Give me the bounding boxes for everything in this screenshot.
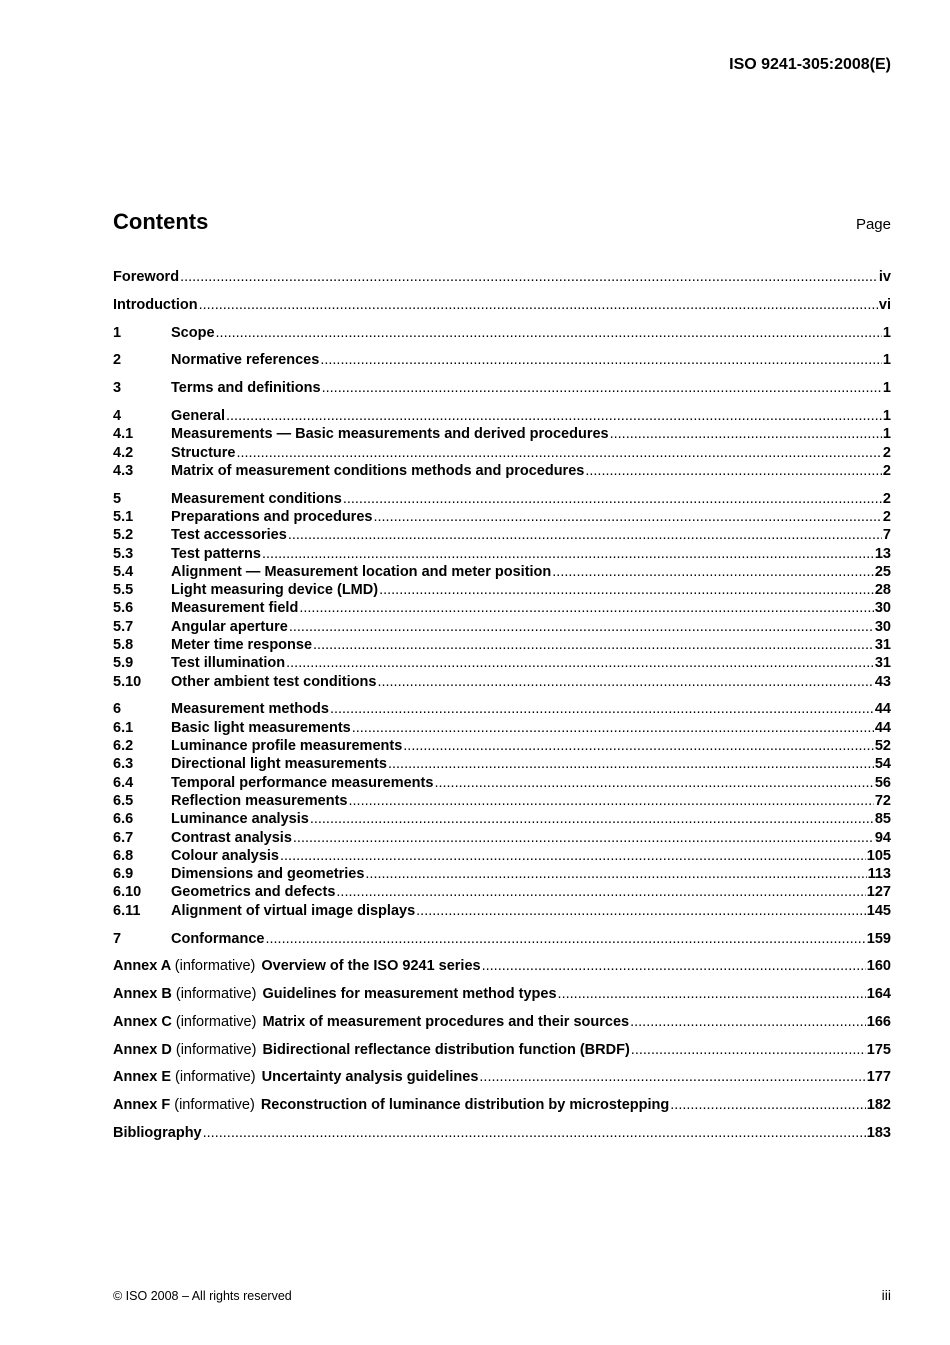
dot-leader — [482, 957, 866, 975]
toc-entry[interactable] — [113, 526, 891, 544]
toc-entry-title: Alignment — Measurement location and meter position — [171, 563, 552, 580]
toc-entry-title: Basic light measurements — [171, 719, 351, 736]
toc-entry-number: 5.4 — [113, 563, 134, 580]
dot-leader — [630, 1013, 866, 1031]
annex-informative-tag: (informative) — [174, 1097, 255, 1114]
dot-leader — [286, 654, 874, 672]
dot-leader — [373, 508, 881, 526]
toc-entry-page: 1 — [882, 426, 891, 443]
dot-leader — [558, 985, 866, 1003]
toc-entry-title: Matrix of measurement conditions methods and procedures — [171, 462, 585, 479]
toc-entry-page: 25 — [874, 563, 891, 580]
toc-entry-page: 159 — [866, 930, 891, 947]
annex-prefix — [113, 1096, 255, 1114]
annex-informative-tag: (informative) — [175, 986, 257, 1003]
dot-leader — [280, 847, 866, 865]
toc-entry[interactable] — [113, 563, 891, 581]
toc-entry-page: 31 — [874, 637, 891, 654]
toc-entry-page: 166 — [866, 1013, 891, 1030]
toc-entry-number: 6.5 — [113, 792, 134, 809]
page-title: Contents — [113, 209, 209, 234]
toc-entry[interactable] — [113, 508, 891, 526]
toc-entry-title: General — [171, 407, 225, 424]
toc-entry-page: 30 — [874, 618, 891, 635]
toc-entry[interactable] — [113, 462, 891, 480]
toc-entry[interactable] — [113, 829, 891, 847]
dot-leader — [403, 737, 874, 755]
toc-entry-number: 5.3 — [113, 545, 134, 562]
toc-entry-number: 6.2 — [113, 738, 134, 755]
toc-entry[interactable] — [113, 599, 891, 617]
dot-leader — [388, 755, 874, 773]
dot-leader — [377, 673, 873, 691]
toc-entry-page: vi — [878, 296, 891, 313]
toc-entry[interactable] — [113, 407, 891, 425]
toc-entry-page: 105 — [866, 847, 891, 864]
toc-entry-number: 6.9 — [113, 866, 134, 883]
toc-entry-number: 4.3 — [113, 462, 134, 479]
toc-entry-number: 6.11 — [113, 902, 141, 919]
toc-entry-number: 6.7 — [113, 829, 134, 846]
toc-entry[interactable] — [113, 700, 891, 718]
toc-entry-title: Test accessories — [171, 527, 287, 544]
toc-entry-page: 54 — [874, 756, 891, 773]
toc-entry-title: Terms and definitions — [171, 380, 321, 397]
toc-entry[interactable] — [113, 545, 891, 563]
toc-entry[interactable] — [113, 324, 891, 342]
dot-leader — [336, 883, 865, 901]
toc-entry-page: 56 — [874, 774, 891, 791]
dot-leader — [330, 700, 874, 718]
dot-leader — [434, 774, 873, 792]
annex-label: Annex D — [113, 1041, 172, 1058]
annex-label: Annex E — [113, 1069, 172, 1086]
annex-informative-tag: (informative) — [174, 958, 256, 975]
toc-entry-title: Overview of the ISO 9241 series — [261, 958, 481, 975]
toc-entry-page: 113 — [867, 866, 891, 883]
toc-entry-title: Scope — [171, 324, 215, 341]
toc-entry-number: 5.6 — [113, 600, 134, 617]
toc-entry[interactable] — [113, 425, 891, 443]
toc-entry[interactable] — [113, 902, 891, 920]
toc-entry-number: 6.10 — [113, 884, 142, 901]
annex-prefix — [113, 1068, 256, 1086]
toc-entry-page: 13 — [874, 545, 891, 562]
toc-entry-page: 44 — [874, 701, 891, 718]
toc-entry[interactable] — [113, 654, 891, 672]
toc-entry[interactable] — [113, 636, 891, 654]
annex-label: Annex C — [113, 1013, 172, 1030]
toc-entry-number: 5 — [113, 490, 122, 507]
annex-label: Annex A — [113, 958, 171, 975]
toc-entry-page: 2 — [882, 444, 891, 461]
toc-entry[interactable] — [113, 865, 891, 883]
dot-leader — [670, 1096, 866, 1114]
toc-entry-title: Measurement field — [171, 600, 299, 617]
toc-entry-page: 44 — [874, 719, 891, 736]
dot-leader — [293, 829, 874, 847]
dot-leader — [379, 581, 874, 599]
toc-entry[interactable] — [113, 847, 891, 865]
toc-entry-title: Introduction — [113, 296, 198, 313]
annex-informative-tag: (informative) — [175, 1013, 257, 1030]
toc-entry-number: 4.2 — [113, 444, 134, 461]
toc-entry-title: Uncertainty analysis guidelines — [261, 1069, 479, 1086]
table-of-contents — [113, 268, 891, 1142]
dot-leader — [585, 462, 882, 480]
toc-entry-page: 1 — [882, 407, 891, 424]
annex-label: Annex F — [113, 1097, 171, 1114]
toc-entry-title: Reconstruction of luminance distribution by microstepping — [260, 1097, 670, 1114]
toc-entry[interactable] — [113, 985, 891, 1003]
toc-entry-title: Geometrics and defects — [171, 884, 336, 901]
toc-entry-title: Luminance analysis — [171, 811, 309, 828]
dot-leader — [610, 425, 882, 443]
toc-entry-page: 2 — [882, 490, 891, 507]
toc-entry-title: Temporal performance measurements — [171, 774, 434, 791]
dot-leader — [226, 407, 882, 425]
toc-entry-number: 6.4 — [113, 774, 134, 791]
dot-leader — [320, 351, 882, 369]
toc-entry[interactable] — [113, 930, 891, 948]
toc-entry-title: Measurement conditions — [171, 490, 342, 507]
dot-leader — [203, 1124, 866, 1142]
toc-entry-page: 52 — [874, 738, 891, 755]
toc-entry[interactable] — [113, 1096, 891, 1114]
annex-prefix — [113, 985, 256, 1003]
toc-entry-page: 175 — [866, 1041, 891, 1058]
toc-entry-title: Structure — [171, 444, 236, 461]
toc-entry[interactable] — [113, 792, 891, 810]
page-column-label: Page — [855, 216, 891, 233]
dot-leader — [236, 444, 881, 462]
dot-leader — [216, 324, 882, 342]
toc-entry-title: Dimensions and geometries — [171, 866, 365, 883]
toc-entry-page: 145 — [866, 902, 891, 919]
dot-leader — [180, 268, 878, 286]
toc-entry[interactable] — [113, 774, 891, 792]
toc-entry-title: Directional light measurements — [171, 756, 387, 773]
toc-entry-title: Matrix of measurement procedures and their sources — [262, 1013, 630, 1030]
annex-informative-tag: (informative) — [175, 1069, 256, 1086]
toc-entry-page: 43 — [874, 673, 891, 690]
toc-entry-title: Contrast analysis — [171, 829, 292, 846]
toc-entry[interactable] — [113, 1124, 891, 1142]
toc-entry[interactable] — [113, 581, 891, 599]
toc-entry-page: 160 — [866, 958, 891, 975]
toc-entry-title: Measurements — Basic measurements and derived procedures — [171, 426, 609, 443]
toc-entry-title: Light measuring device (LMD) — [171, 582, 379, 599]
dot-leader — [348, 792, 873, 810]
dot-leader — [552, 563, 874, 581]
dot-leader — [299, 599, 874, 617]
dot-leader — [479, 1068, 865, 1086]
toc-entry-title: Guidelines for measurement method types — [262, 986, 557, 1003]
toc-entry-title: Other ambient test conditions — [171, 673, 377, 690]
annex-prefix — [113, 1013, 256, 1031]
toc-entry-title: Colour analysis — [171, 847, 279, 864]
toc-entry-page: 31 — [874, 655, 891, 672]
toc-entry-title: Luminance profile measurements — [171, 738, 403, 755]
document-reference: ISO 9241-305:2008(E) — [729, 56, 891, 73]
toc-entry-page: 127 — [866, 884, 891, 901]
toc-entry-number: 3 — [113, 380, 122, 397]
toc-entry-number: 4 — [113, 407, 122, 424]
toc-entry-page: 164 — [866, 986, 891, 1003]
toc-entry[interactable] — [113, 737, 891, 755]
dot-leader — [313, 636, 874, 654]
dot-leader — [322, 379, 882, 397]
toc-entry-number: 7 — [113, 930, 122, 947]
toc-entry-number: 6.8 — [113, 847, 134, 864]
toc-entry-title: Test patterns — [171, 545, 261, 562]
toc-entry-number: 6.6 — [113, 811, 134, 828]
dot-leader — [343, 490, 882, 508]
toc-entry-page: 2 — [882, 508, 891, 525]
toc-entry-page: 177 — [866, 1069, 891, 1086]
page-number: iii — [881, 1287, 891, 1303]
toc-entry[interactable] — [113, 268, 891, 286]
toc-entry-page: 1 — [882, 380, 891, 397]
toc-entry-page: 30 — [874, 600, 891, 617]
toc-entry[interactable] — [113, 490, 891, 508]
toc-entry-title: Angular aperture — [171, 618, 288, 635]
toc-entry-page: 183 — [866, 1125, 891, 1142]
toc-entry[interactable] — [113, 444, 891, 462]
toc-entry[interactable] — [113, 1013, 891, 1031]
dot-leader — [310, 810, 874, 828]
toc-entry-number: 5.9 — [113, 655, 134, 672]
annex-informative-tag: (informative) — [175, 1041, 257, 1058]
toc-entry[interactable] — [113, 351, 891, 369]
toc-entry-title: Meter time response — [171, 637, 313, 654]
dot-leader — [416, 902, 866, 920]
toc-entry-title: Measurement methods — [171, 701, 329, 718]
dot-leader — [199, 296, 878, 314]
toc-entry-page: 28 — [874, 582, 891, 599]
toc-entry-page: 85 — [874, 811, 891, 828]
toc-entry[interactable] — [113, 618, 891, 636]
annex-label: Annex B — [113, 986, 172, 1003]
toc-entry-title: Reflection measurements — [171, 792, 348, 809]
toc-entry-title: Normative references — [171, 352, 320, 369]
toc-entry-number: 5.2 — [113, 527, 134, 544]
toc-entry[interactable] — [113, 1068, 891, 1086]
dot-leader — [262, 545, 874, 563]
toc-entry-title: Foreword — [113, 269, 180, 285]
toc-entry-title: Test illumination — [171, 655, 286, 672]
dot-leader — [352, 719, 874, 737]
toc-entry-page: 72 — [874, 792, 891, 809]
dot-leader — [631, 1041, 866, 1059]
toc-entry-number: 2 — [113, 352, 122, 369]
toc-entry-title: Conformance — [171, 930, 265, 947]
toc-entry-number: 4.1 — [113, 426, 134, 443]
toc-entry[interactable] — [113, 296, 891, 314]
annex-prefix — [113, 1041, 256, 1059]
toc-entry-number: 1 — [113, 324, 122, 341]
dot-leader — [289, 618, 874, 636]
toc-entry-number: 5.1 — [113, 508, 134, 525]
toc-entry-title: Preparations and procedures — [171, 508, 373, 525]
toc-entry-title: Alignment of virtual image displays — [171, 902, 416, 919]
toc-entry-page: 1 — [882, 324, 891, 341]
toc-entry-number: 6.1 — [113, 719, 134, 736]
toc-entry-page: 182 — [866, 1097, 891, 1114]
toc-entry-number: 6 — [113, 701, 122, 718]
dot-leader — [288, 526, 882, 544]
toc-entry[interactable] — [113, 883, 891, 901]
toc-entry-title: Bidirectional reflectance distribution function (BRDF) — [262, 1041, 630, 1058]
annex-prefix — [113, 957, 255, 975]
toc-entry-number: 5.8 — [113, 637, 134, 654]
toc-entry-number: 5.10 — [113, 673, 142, 690]
toc-entry-page: 94 — [874, 829, 891, 846]
toc-entry[interactable] — [113, 1041, 891, 1059]
toc-entry[interactable] — [113, 673, 891, 691]
toc-entry[interactable] — [113, 810, 891, 828]
toc-entry-page: 7 — [882, 527, 891, 544]
toc-entry[interactable] — [113, 755, 891, 773]
copyright-notice: © ISO 2008 – All rights reserved — [113, 1289, 292, 1303]
toc-entry-number: 6.3 — [113, 756, 134, 773]
toc-entry-number: 5.7 — [113, 618, 134, 635]
toc-entry[interactable] — [113, 719, 891, 737]
toc-entry-number: 5.5 — [113, 582, 134, 599]
dot-leader — [365, 865, 866, 883]
toc-entry-page: 1 — [882, 352, 891, 369]
toc-entry[interactable] — [113, 379, 891, 397]
toc-entry[interactable] — [113, 957, 891, 975]
dot-leader — [265, 930, 865, 948]
toc-entry-page: 2 — [882, 462, 891, 479]
toc-entry-page: iv — [878, 269, 891, 285]
toc-entry-title: Bibliography — [113, 1125, 202, 1142]
